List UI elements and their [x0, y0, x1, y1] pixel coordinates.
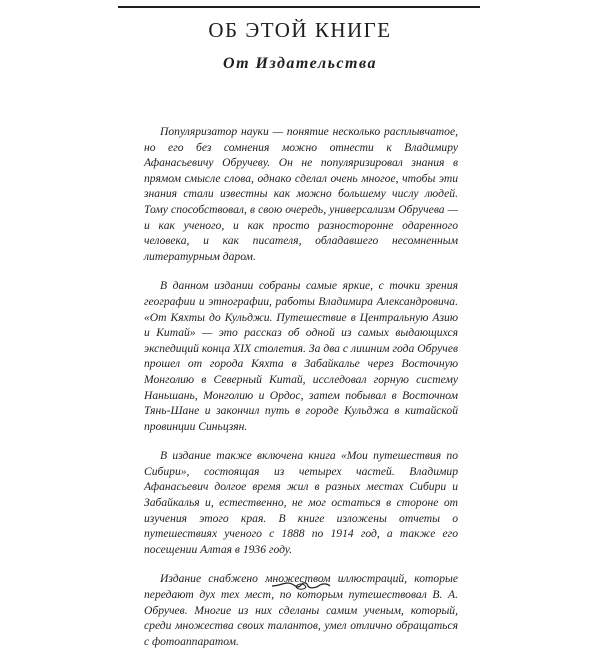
ornament-icon [270, 578, 332, 592]
paragraph: В данном издании собраны самые яркие, с точки зрения географии и этнографии, работы Владимира Александровича. «От Кяхты до Кульджи. Путешествие в Центральную Азию и Китай» — это рассказ об одной из самых выдающихся экспедиций конца XIX столетия. За два с лишним года Обручев прошел от города Кяхта в Забайкалье через Восточную Монголию в Северный Китай, исследовал горную систему Наньшань, Монголию и Ордос, затем побывал в Восточном Тянь-Шане и закончил путь в городе Кульджа в китайской провинции Синьцзян. [144, 279, 458, 433]
paragraph: Издание снабжено множеством иллюстраций, которые передают дух тех мест, по которым путешествовал В. А. Обручев. Многие из них сделаны самим ученым, который, среди множества своих талантов, умел отлично обращаться с фотоаппаратом. [144, 572, 458, 648]
page-title: ОБ ЭТОЙ КНИГЕ [208, 18, 392, 42]
top-rule [118, 6, 480, 8]
paragraph: Популяризатор науки — понятие несколько расплывчатое, но его без сомнения можно отнести к Владимиру Афанасьевичу Обручеву. Он не популяризировал знания в прямом смысле слова, однако сделал очень многое, чтобы эти знания стали известны как можно большему числу людей. Тому способствовал, в свою очередь, универсализм Обручева — и как ученого, и как просто разностороннe одаренного человека, и как писателя, обладавшего несомненным литературным даром. [144, 125, 458, 263]
page-subtitle: От Издательства [223, 55, 377, 72]
paragraph: В издание также включена книга «Мои путешествия по Сибири», состоящая из четырех частей. Владимир Афанасьевич долгое время жил в разных местах Сибири и Забайкалья и, естественно, не мог остаться в стороне от изучения этого края. В книге изложены отчеты о путешествиях ученого с 1888 по 1914 год, а также его посещении Алтая в 1936 году. [144, 449, 458, 556]
